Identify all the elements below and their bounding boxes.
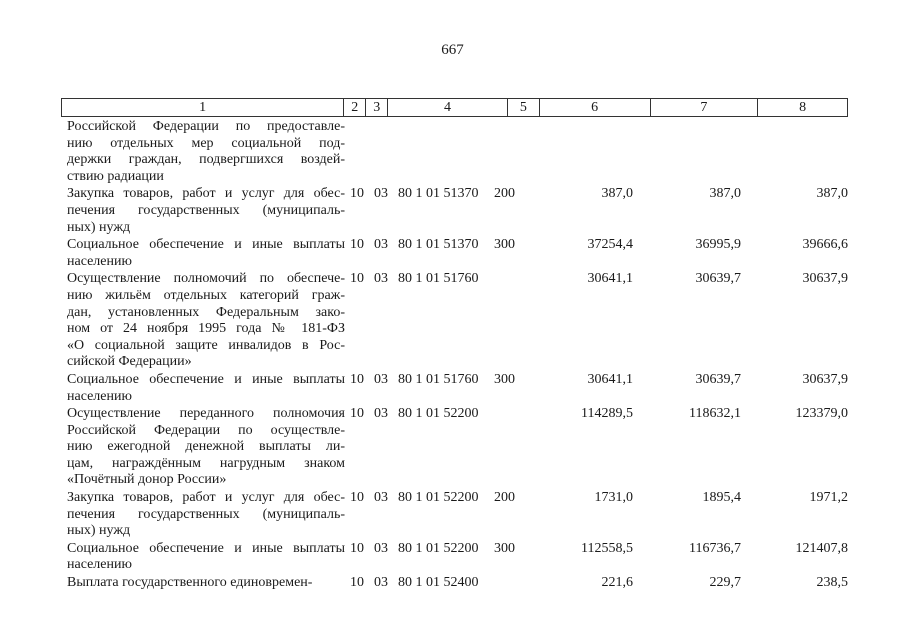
page-number: 667 bbox=[441, 42, 464, 58]
table-body bbox=[61, 119, 848, 593]
row-subsection: 03 bbox=[374, 371, 388, 387]
row-name-line: ном от 24 ноября 1995 года № 181-ФЗ bbox=[67, 321, 345, 337]
row-name bbox=[61, 271, 345, 371]
row-name-line: Осуществление переданного полномочия bbox=[67, 406, 345, 422]
header-col-5: 5 bbox=[508, 99, 540, 116]
row-name bbox=[61, 119, 345, 185]
row-name-line: «Почётный донор России» bbox=[67, 472, 227, 488]
row-name-line: «О социальной защите инвалидов в Рос- bbox=[67, 337, 345, 353]
row-amount-col6: 387,0 bbox=[601, 186, 633, 202]
row-name bbox=[61, 406, 345, 489]
row-name-line: населению bbox=[67, 388, 132, 404]
table-header bbox=[61, 98, 848, 117]
row-name-line: печения государственных (муниципаль- bbox=[67, 202, 345, 218]
row-subsection: 03 bbox=[374, 540, 388, 556]
row-amount-col6: 37254,4 bbox=[587, 237, 633, 253]
table-row bbox=[61, 406, 848, 489]
row-name-line: сийской Федерации» bbox=[67, 354, 192, 370]
row-name-line: Закупка товаров, работ и услуг для обес- bbox=[67, 186, 345, 202]
row-amount-col6: 112558,5 bbox=[581, 540, 633, 556]
row-name-line: Российской Федерации по осуществле- bbox=[67, 422, 345, 438]
header-col-8: 8 bbox=[799, 100, 807, 115]
row-target-article: 80 1 01 51760 bbox=[398, 371, 479, 387]
header-col-1: 1 bbox=[62, 99, 344, 116]
row-amount-col7: 36995,9 bbox=[695, 237, 741, 253]
row-amount-col8: 238,5 bbox=[816, 575, 848, 591]
row-section: 10 bbox=[350, 575, 364, 591]
row-amount-col6: 1731,0 bbox=[594, 490, 633, 506]
row-name bbox=[61, 186, 345, 236]
row-name bbox=[61, 237, 345, 270]
table-row bbox=[61, 237, 848, 270]
row-target-article: 80 1 01 52200 bbox=[398, 540, 479, 556]
row-section: 10 bbox=[350, 271, 364, 287]
row-section: 10 bbox=[350, 540, 364, 556]
header-col-7: 7 bbox=[651, 99, 759, 116]
row-name-line: нию жильём отдельных категорий граж- bbox=[67, 287, 345, 303]
row-name-line: Социальное обеспечение и иные выплаты bbox=[67, 540, 345, 556]
table-row bbox=[61, 490, 848, 540]
row-amount-col8: 39666,6 bbox=[802, 237, 848, 253]
row-target-article: 80 1 01 52400 bbox=[398, 575, 479, 591]
row-target-article: 80 1 01 51370 bbox=[398, 237, 479, 253]
row-amount-col8: 30637,9 bbox=[802, 371, 848, 387]
row-name-line: Российской Федерации по предоставле- bbox=[67, 119, 345, 134]
row-section: 10 bbox=[350, 237, 364, 253]
row-name-line: ных) нужд bbox=[67, 219, 131, 235]
row-amount-col7: 229,7 bbox=[709, 575, 741, 591]
row-name bbox=[61, 575, 345, 592]
row-amount-col6: 30641,1 bbox=[587, 371, 633, 387]
row-name-line: населению bbox=[67, 557, 132, 573]
row-expense-type: 200 bbox=[494, 186, 515, 202]
row-section: 10 bbox=[350, 371, 364, 387]
row-name-line: Выплата государственного единовремен- bbox=[67, 575, 313, 591]
row-expense-type: 300 bbox=[494, 237, 515, 253]
row-name-line: держки граждан, подвергшихся воздей- bbox=[67, 152, 345, 168]
row-amount-col8: 387,0 bbox=[816, 186, 848, 202]
table-row bbox=[61, 372, 848, 405]
row-name-line: нию отдельных мер социальной под- bbox=[67, 135, 345, 151]
row-expense-type: 300 bbox=[494, 540, 515, 556]
row-amount-col7: 1895,4 bbox=[702, 490, 741, 506]
row-target-article: 80 1 01 52200 bbox=[398, 406, 479, 422]
row-name-line: Закупка товаров, работ и услуг для обес- bbox=[67, 490, 345, 506]
row-name-line: населению bbox=[67, 253, 132, 269]
row-subsection: 03 bbox=[374, 186, 388, 202]
row-expense-type: 300 bbox=[494, 371, 515, 387]
row-name bbox=[61, 372, 345, 405]
row-name bbox=[61, 541, 345, 574]
row-amount-col8: 30637,9 bbox=[802, 271, 848, 287]
row-section: 10 bbox=[350, 406, 364, 422]
row-name bbox=[61, 490, 345, 540]
row-amount-col8: 121407,8 bbox=[795, 540, 848, 556]
row-name-line: Осуществление полномочий по обеспече- bbox=[67, 271, 345, 287]
row-amount-col6: 114289,5 bbox=[581, 406, 633, 422]
table-row bbox=[61, 186, 848, 236]
table-row bbox=[61, 541, 848, 574]
row-amount-col7: 116736,7 bbox=[689, 540, 741, 556]
table-row bbox=[61, 575, 848, 592]
row-amount-col6: 221,6 bbox=[601, 575, 633, 591]
row-amount-col8: 1971,2 bbox=[809, 490, 848, 506]
row-subsection: 03 bbox=[374, 575, 388, 591]
header-col-3: 3 bbox=[366, 99, 388, 116]
row-subsection: 03 bbox=[374, 271, 388, 287]
row-section: 10 bbox=[350, 186, 364, 202]
row-name-line: нию ежегодной денежной выплаты ли- bbox=[67, 439, 345, 455]
row-name-line: Социальное обеспечение и иные выплаты bbox=[67, 237, 345, 253]
row-target-article: 80 1 01 51370 bbox=[398, 186, 479, 202]
row-amount-col7: 30639,7 bbox=[695, 271, 741, 287]
row-amount-col7: 118632,1 bbox=[689, 406, 741, 422]
row-subsection: 03 bbox=[374, 237, 388, 253]
table-row bbox=[61, 271, 848, 371]
row-expense-type: 200 bbox=[494, 490, 515, 506]
row-name-line: печения государственных (муниципаль- bbox=[67, 506, 345, 522]
header-col-2: 2 bbox=[344, 99, 366, 116]
row-name-line: Социальное обеспечение и иные выплаты bbox=[67, 371, 345, 387]
row-amount-col7: 30639,7 bbox=[695, 371, 741, 387]
row-name-line: ных) нужд bbox=[67, 523, 131, 539]
row-target-article: 80 1 01 52200 bbox=[398, 490, 479, 506]
row-subsection: 03 bbox=[374, 406, 388, 422]
header-col-6: 6 bbox=[540, 99, 651, 116]
row-name-line: ствию радиации bbox=[67, 168, 164, 184]
row-subsection: 03 bbox=[374, 490, 388, 506]
header-col-4: 4 bbox=[388, 99, 508, 116]
row-section: 10 bbox=[350, 490, 364, 506]
table-row bbox=[61, 119, 848, 185]
row-target-article: 80 1 01 51760 bbox=[398, 271, 479, 287]
row-name-line: цам, награждённым нагрудным знаком bbox=[67, 455, 345, 471]
row-amount-col8: 123379,0 bbox=[795, 406, 848, 422]
row-name-line: дан, установленных Федеральным зако- bbox=[67, 304, 345, 320]
row-amount-col7: 387,0 bbox=[709, 186, 741, 202]
row-amount-col6: 30641,1 bbox=[587, 271, 633, 287]
